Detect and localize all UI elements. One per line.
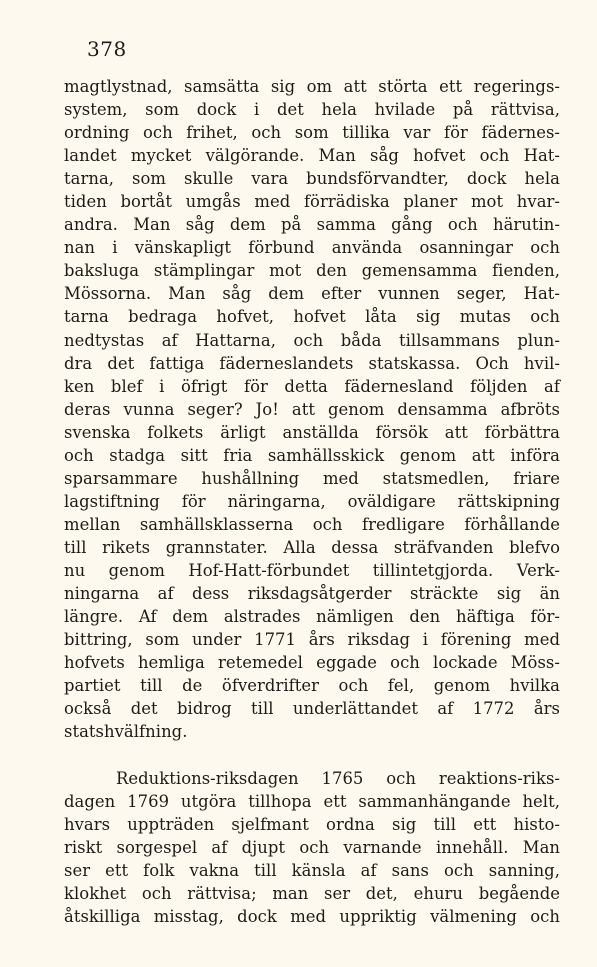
paragraph-2 [64, 767, 560, 928]
text-line: landet mycket välgörande. Man såg hofvet och Hat- [64, 146, 560, 166]
text-line: partiet till de öfverdrifter och fel, genom hvilka [64, 676, 560, 696]
text-line: dra det fattiga fäderneslandets statskassa. Och hvil- [64, 353, 560, 373]
text-line: tarna, som skulle vara bundsförvandter, dock hela [64, 169, 560, 189]
text-line: nedtystas af Hattarna, och båda tillsammans plun- [64, 330, 560, 350]
text-line: bittring, som under 1771 års riksdag i förening med [64, 630, 560, 650]
paragraph-1 [64, 75, 560, 743]
text-line: andra. Man såg dem på samma gång och härutin- [64, 215, 560, 235]
text-line: magtlystnad, samsätta sig om att störta ett regerings- [64, 77, 560, 96]
text-line: ken blef i öfrigt för detta fädernesland följden af [64, 376, 560, 396]
text-line: och stadga sitt fria samhällsskick genom att införa [64, 445, 560, 465]
text-line: ningarna af dess riksdagsåtgerder sträckte sig än [64, 584, 560, 604]
text-line: system, som dock i det hela hvilade på rättvisa, [64, 100, 560, 120]
text-line: lagstiftning för näringarna, oväldigare rättskipning [64, 491, 560, 511]
text-line: svenska folkets ärligt anställda försök att förbättra [64, 422, 560, 442]
text-line: nu genom Hof-Hatt-förbundet tillintetgjorda. Verk- [64, 560, 560, 580]
text-line: åtskilliga misstag, dock med uppriktig välmening och [64, 907, 560, 927]
text-line: deras vunna seger? Jo! att genom densamma afbröts [64, 399, 560, 419]
text-line: baksluga stämplingar mot den gemensamma fienden, [64, 261, 560, 281]
text-line: riskt sorgespel af djupt och varnande innehåll. Man [64, 838, 560, 858]
page-number: 378 [87, 37, 127, 61]
text-line: längre. Af dem alstrades nämligen den häftiga för- [64, 607, 560, 627]
text-line: sparsammare hushållning med statsmedlen, friare [64, 468, 560, 488]
text-line: till rikets grannstater. Alla dessa sträfvanden blefvo [64, 537, 560, 557]
text-line: ser ett folk vakna till känsla af sans och sanning, [64, 861, 560, 881]
text-line: tiden bortåt umgås med förrädiska planer mot hvar- [64, 192, 560, 212]
text-line: Mössorna. Man såg dem efter vunnen seger, Hat- [64, 284, 560, 304]
text-line: Reduktions-riksdagen 1765 och reaktions-riks- [116, 769, 560, 788]
text-line: också det bidrog till underlättandet af 1772 års [64, 699, 560, 719]
text-line: ordning och frihet, och som tillika var för fädernes- [64, 123, 560, 143]
text-line: nan i vänskapligt förbund använda osanningar och [64, 238, 560, 258]
text-line: hofvets hemliga retemedel eggade och lockade Möss- [64, 653, 560, 673]
text-line: hvars uppträden sjelfmant ordna sig till ett histo- [64, 815, 560, 835]
text-line: klokhet och rättvisa; man ser det, ehuru begående [64, 884, 560, 904]
text-line: statshvälfning. [64, 722, 188, 742]
text-line: mellan samhällsklasserna och fredligare förhållande [64, 514, 560, 534]
text-line: dagen 1769 utgöra tillhopa ett sammanhängande helt, [64, 792, 560, 812]
text-line: tarna bedraga hofvet, hofvet låta sig mutas och [64, 307, 560, 327]
